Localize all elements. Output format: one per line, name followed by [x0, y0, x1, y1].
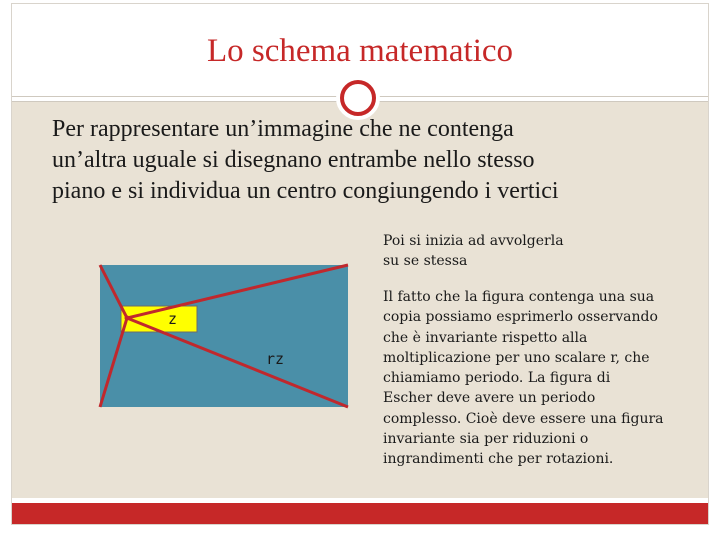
side-note-line: Poi si inizia ad avvolgerla	[383, 233, 564, 249]
side-line: ingrandimenti che per rotazioni.	[383, 451, 614, 468]
side-line: copia possiamo esprimerlo osservando	[383, 309, 658, 326]
inner-label: z	[168, 310, 178, 328]
side-line: complesso. Cioè deve essere una figura	[383, 410, 664, 427]
side-line: che è invariante rispetto alla	[383, 329, 588, 346]
side-line: invariante sia per riduzioni o	[383, 431, 589, 448]
outer-label: rz	[266, 350, 285, 368]
main-line: un’altra uguale si disegnano entrambe nello stesso	[52, 147, 535, 173]
outer-rectangle	[100, 265, 348, 407]
slide-title: Lo schema matematico	[206, 33, 514, 69]
side-paragraph	[383, 287, 701, 470]
main-line: piano e si individua un centro congiungendo i vertici	[52, 178, 559, 204]
side-note-line: su se stessa	[383, 253, 468, 269]
center-point	[125, 316, 130, 321]
bottom-accent-bar	[12, 503, 708, 524]
main-line: Per rappresentare un’immagine che ne contenga	[52, 116, 514, 142]
side-line: Escher deve avere un periodo	[383, 390, 596, 407]
side-line: moltiplicazione per uno scalare r, che	[383, 349, 650, 366]
side-line: Il fatto che la figura contenga una sua	[383, 289, 655, 305]
side-line: chiamiamo periodo. La figura di	[383, 370, 611, 387]
side-note	[383, 231, 683, 271]
